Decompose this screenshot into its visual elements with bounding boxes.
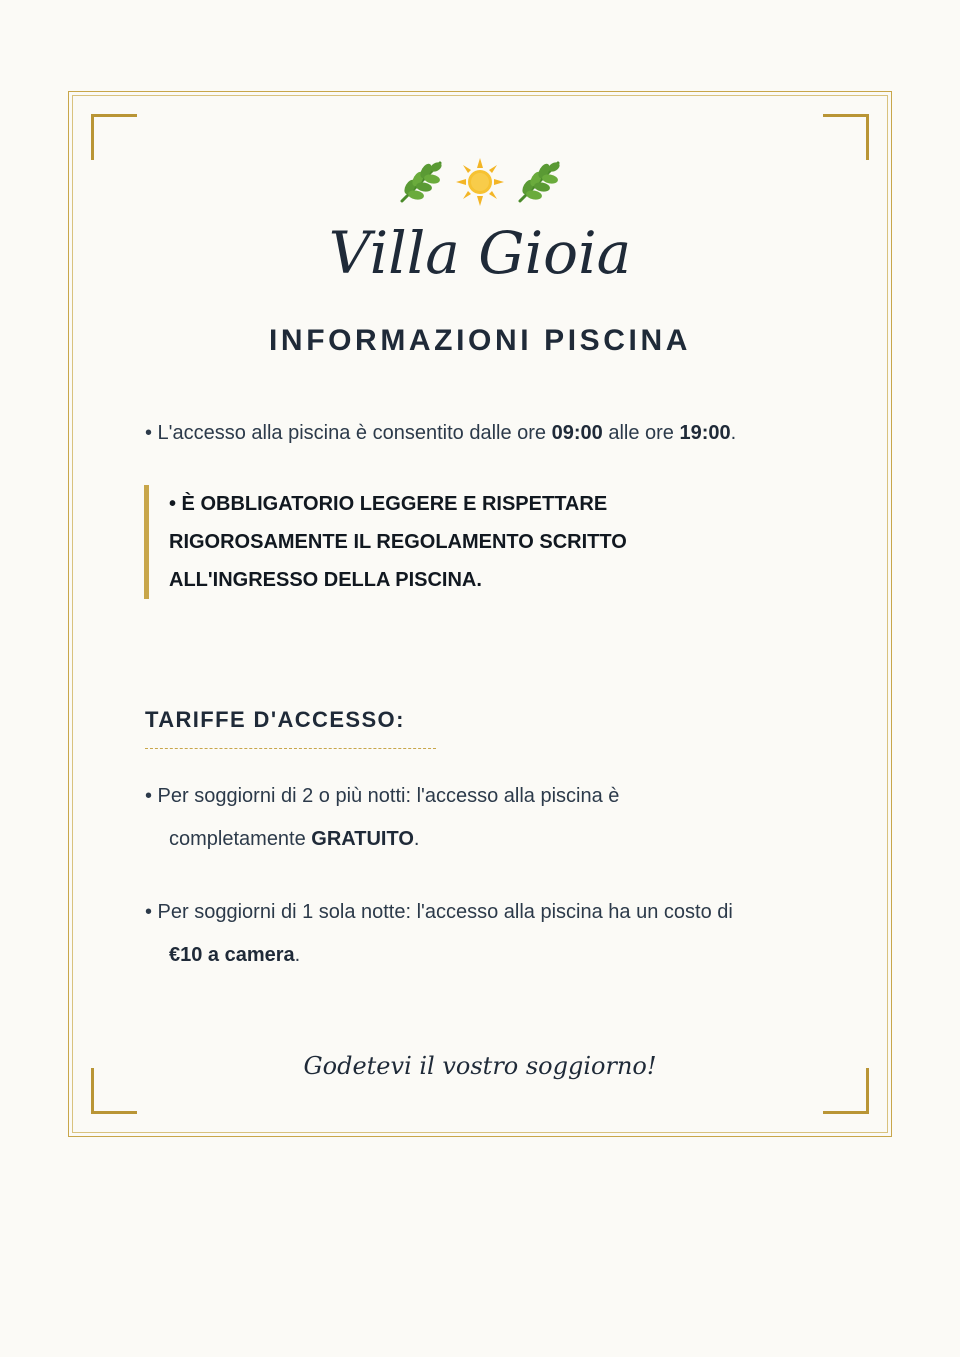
tariff-price: €10 a camera: [169, 944, 295, 966]
pool-hours-prefix: • L'accesso alla piscina è consentito dalle ore: [145, 422, 552, 444]
pool-hours-suffix: .: [730, 422, 737, 444]
tariff-item-line: • Per soggiorni di 2 o più notti: l'accesso alla piscina è: [145, 785, 620, 807]
page-subtitle: INFORMAZIONI PISCINA: [269, 324, 691, 357]
sun-icon: [454, 156, 506, 208]
pool-hours: [145, 422, 736, 445]
page-frame: [68, 91, 892, 1137]
tariff-detail-prefix: completamente: [169, 828, 312, 850]
herb-icon: [514, 157, 564, 207]
tariff-item-line: • Per soggiorni di 1 sola notte: l'accesso alla piscina ha un costo di: [145, 901, 733, 923]
pool-hours-middle: alle ore: [602, 422, 680, 444]
tariff-item: [145, 775, 825, 861]
tariff-item-detail: [145, 934, 825, 977]
herb-icon: [396, 157, 446, 207]
pool-open-time: 09:00: [551, 422, 603, 444]
corner-top-left: [91, 114, 137, 160]
tariff-price: GRATUITO: [311, 828, 414, 850]
tariff-item-detail: [145, 818, 825, 861]
tariff-detail-suffix: .: [413, 828, 420, 850]
tariff-detail-suffix: .: [294, 944, 301, 966]
header-ornament: [69, 156, 891, 208]
tariff-item: [145, 891, 825, 977]
rules-notice: • È OBBLIGATORIO LEGGERE E RISPETTARE RIGOROSAMENTE IL REGOLAMENTO SCRITTO ALL'INGRESSO DELLA PISCINA.: [144, 485, 749, 599]
closing-message: Godetevi il vostro soggiorno!: [303, 1052, 657, 1080]
tariffs-divider: [145, 748, 436, 749]
tariffs-heading: TARIFFE D'ACCESSO:: [145, 707, 405, 732]
page-title: Villa Gioia: [328, 219, 632, 287]
pool-close-time: 19:00: [679, 422, 731, 444]
corner-top-right: [823, 114, 869, 160]
